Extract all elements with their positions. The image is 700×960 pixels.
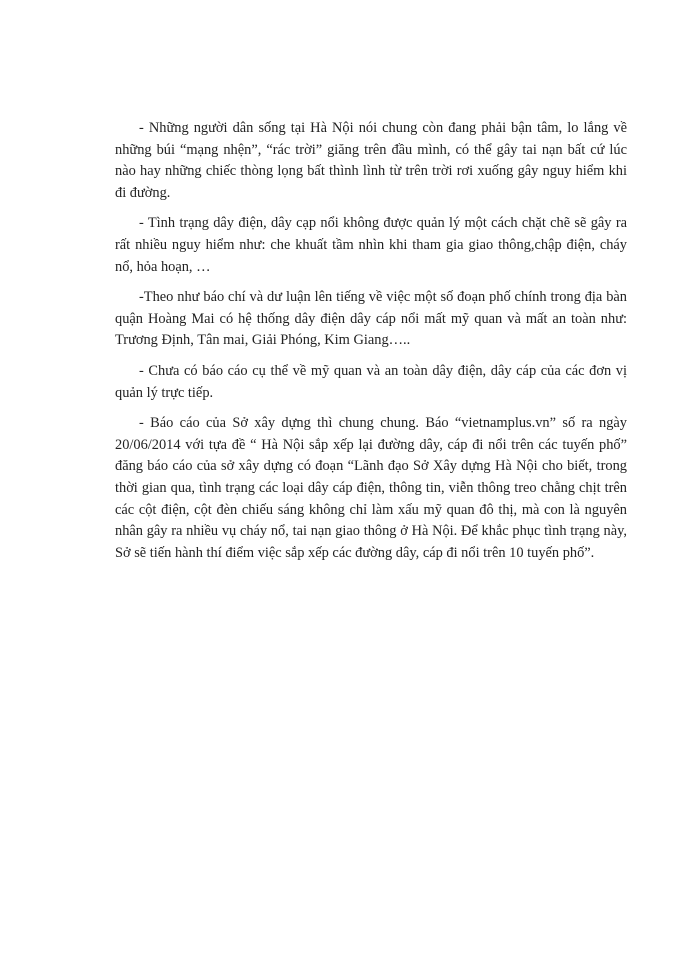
paragraph-residents-concern: - Những người dân sống tại Hà Nội nói chung còn đang phải bận tâm, lo lắng về những búi “mạng nhện”, “rác trời” giăng trên đầu mình, có thể gây tai nạn bất cứ lúc nào hay những chiếc thòng lọng bất thình lình từ trên trời rơi xuống gây nguy hiểm khi đi đường. xyxy=(115,120,627,201)
paragraph-unmanaged-wires: - Tình trạng dây điện, dây cạp nổi không được quản lý một cách chặt chẽ sẽ gây ra rất nhiều nguy hiểm như: che khuất tầm nhìn khi tham gia giao thông,chập điện, cháy nổ, hỏa hoạn, … xyxy=(115,215,627,275)
document-body xyxy=(115,118,627,573)
paragraph-no-report: - Chưa có báo cáo cụ thể về mỹ quan và an toàn dây điện, dây cáp của các đơn vị quản lý trực tiếp. xyxy=(115,362,627,401)
paragraph-hoang-mai-streets: -Theo như báo chí và dư luận lên tiếng về việc một số đoạn phố chính trong địa bàn quận Hoàng Mai có hệ thống dây điện dây cáp nổi mất mỹ quan và mất an toàn như: Trương Định, Tân mai, Giải Phóng, Kim Giang….. xyxy=(115,289,627,349)
paragraph-construction-dept-report: - Báo cáo của Sở xây dựng thì chung chung. Báo “vietnamplus.vn” số ra ngày 20/06/2014 với tựa đề “ Hà Nội sắp xếp lại đường dây, cáp đi nổi trên các tuyến phố” đăng báo cáo của sở xây dựng có đoạn “Lãnh đạo Sở Xây dựng Hà Nội cho biết, trong thời gian qua, tình trạng các loại dây cáp điện, thông tin, viễn thông treo chằng chịt trên các cột điện, cột đèn chiếu sáng không chỉ làm xấu mỹ quan đô thị, mà con là nguyên nhân gây ra nhiều vụ cháy nổ, tai nạn giao thông ở Hà Nội. Để khắc phục tình trạng này, Sở sẽ tiến hành thí điểm việc sắp xếp các đường dây, cáp đi nổi trên 10 tuyến phố”. xyxy=(115,415,627,561)
